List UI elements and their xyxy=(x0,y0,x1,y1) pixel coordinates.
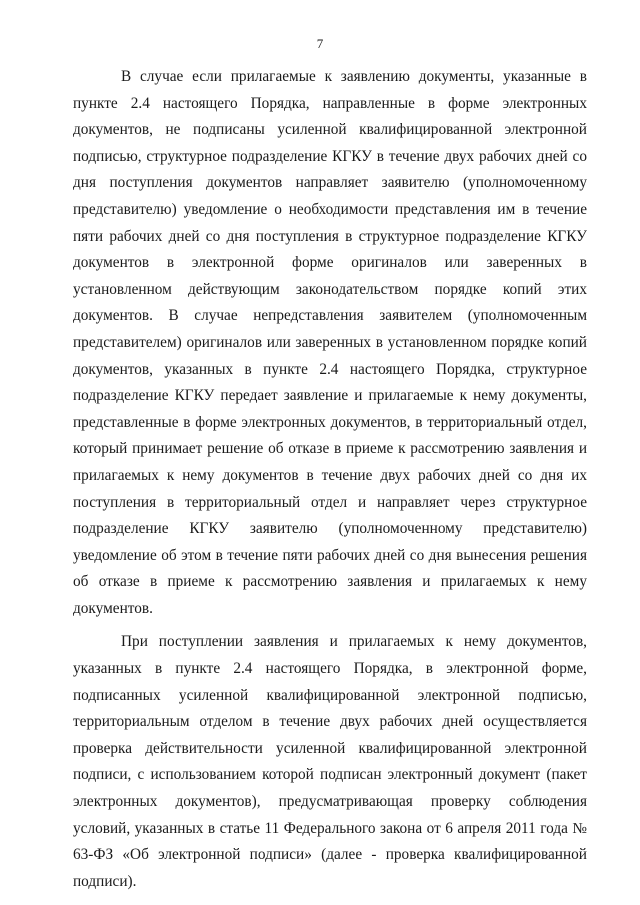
page-number: 7 xyxy=(316,36,324,51)
paragraph-signature-verification: При поступлении заявления и прилагаемых к нему документов, указанных в пункте 2.4 настоящего Порядка, в электронной форме, подписанных усиленной квалифицированной электронной подписью, территориальным отделом в течение двух рабочих дней осуществляется проверка действительности усиленной квалифицированной электронной подписи, с использованием которой подписан электронный документ (пакет электронных документов), предусматривающая проверку соблюдения условий, указанных в статье 11 Федерального закона от 6 апреля 2011 года № 63-ФЗ «Об электронной подписи» (далее - проверка квалифицированной подписи). xyxy=(73,633,587,890)
paragraph-electronic-documents-unsigned: В случае если прилагаемые к заявлению документы, указанные в пункте 2.4 настоящего Порядка, направленные в форме электронных документов, не подписаны усиленной квалифицированной электронной подписью, структурное подразделение КГКУ в течение двух рабочих дней со дня поступления документов направляет заявителю (уполномоченному представителю) уведомление о необходимости представления им в течение пяти рабочих дней со дня поступления в структурное подразделение КГКУ документов в электронной форме оригиналов или заверенных в установленном действующим законодательством порядке копий этих документов. В случае непредставления заявителем (уполномоченным представителем) оригиналов или заверенных в установленном порядке копий документов, указанных в пункте 2.4 настоящего Порядка, структурное подразделение КГКУ передает заявление и прилагаемые к нему документы, представленные в форме электронных документов, в территориальный отдел, который принимает решение об отказе в приеме к рассмотрению заявления и прилагаемых к нему документов в течение двух рабочих дней со дня их поступления в территориальный отдел и направляет через структурное подразделение КГКУ заявителю (уполномоченному представителю) уведомление об этом в течение пяти рабочих дней со дня вынесения решения об отказе в приеме к рассмотрению заявления и прилагаемых к нему документов. xyxy=(73,68,587,617)
document-body xyxy=(73,64,587,895)
